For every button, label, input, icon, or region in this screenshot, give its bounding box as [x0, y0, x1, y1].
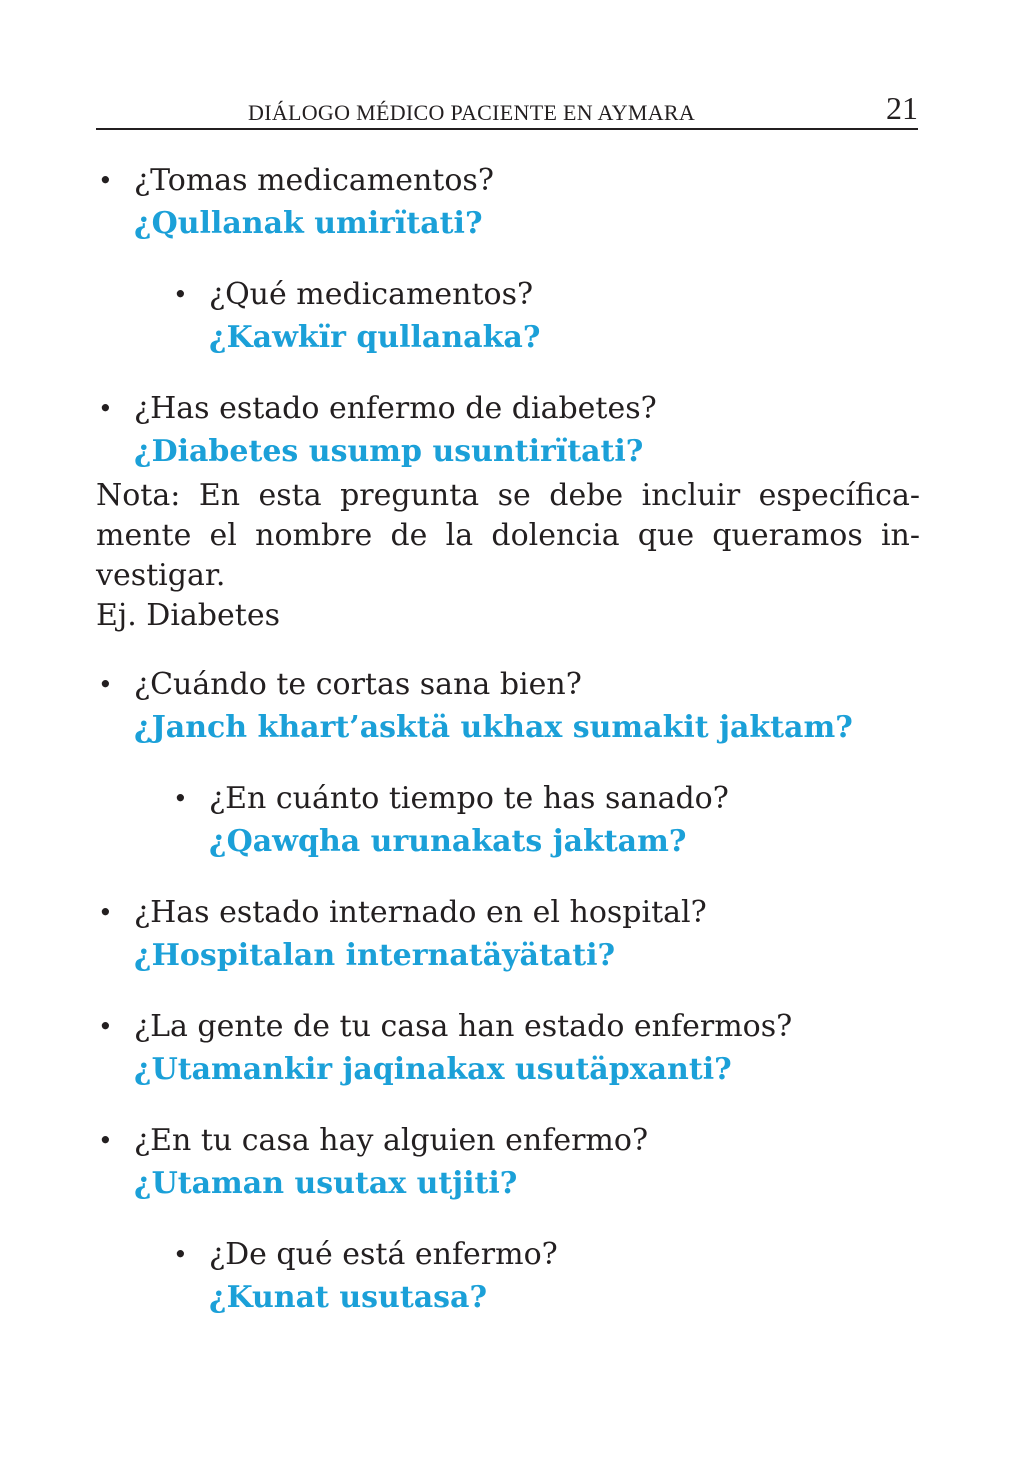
question-aymara: ¿Qawqha urunakats jaktam? [209, 824, 687, 859]
sub-question-item [96, 274, 920, 360]
bullet-icon: • [98, 1126, 113, 1155]
question-item [96, 892, 920, 978]
question-aymara: ¿Kunat usutasa? [209, 1280, 488, 1315]
question-item [96, 664, 920, 750]
bullet-icon: • [173, 784, 188, 813]
question-spanish: ¿Qué medicamentos? [209, 277, 534, 312]
question-item [96, 1006, 920, 1092]
question-item [96, 160, 920, 246]
bullet-icon: • [98, 166, 113, 195]
bullet-icon: • [98, 670, 113, 699]
sub-question-item [96, 778, 920, 864]
note-block [96, 476, 920, 636]
question-spanish: ¿En tu casa hay alguien enfermo? [134, 1123, 649, 1158]
running-header [96, 88, 918, 130]
question-spanish: ¿En cuánto tiempo te has sanado? [209, 781, 729, 816]
question-spanish: ¿Cuándo te cortas sana bien? [134, 667, 582, 702]
question-aymara: ¿Diabetes usump usuntirïtati? [134, 434, 644, 469]
question-spanish: ¿De qué está enfermo? [209, 1237, 558, 1272]
note-text: Nota: En esta pregunta se debe incluir específica-mente el nombre de la dolencia que queramos in-vestigar. [96, 478, 920, 593]
question-spanish: ¿La gente de tu casa han estado enfermos? [134, 1009, 793, 1044]
question-aymara: ¿Utaman usutax utjiti? [134, 1166, 518, 1201]
bullet-icon: • [173, 280, 188, 309]
question-aymara: ¿Kawkïr qullanaka? [209, 320, 541, 355]
page-content [96, 160, 920, 1348]
question-aymara: ¿Janch khart’asktä ukhax sumakit jaktam? [134, 710, 853, 745]
question-item [96, 1120, 920, 1206]
page-number: 21 [886, 90, 918, 126]
sub-question-item [96, 1234, 920, 1320]
question-aymara: ¿Hospitalan internatäyätati? [134, 938, 616, 973]
question-aymara: ¿Utamankir jaqinakax usutäpxanti? [134, 1052, 732, 1087]
note-example: Ej. Diabetes [96, 598, 280, 633]
bullet-icon: • [98, 1012, 113, 1041]
bullet-icon: • [98, 394, 113, 423]
running-title: DIÁLOGO MÉDICO PACIENTE EN AYMARA [248, 100, 696, 125]
question-item [96, 388, 920, 474]
question-spanish: ¿Tomas medicamentos? [134, 163, 494, 198]
bullet-icon: • [98, 898, 113, 927]
bullet-icon: • [173, 1240, 188, 1269]
question-spanish: ¿Has estado internado en el hospital? [134, 895, 707, 930]
question-spanish: ¿Has estado enfermo de diabetes? [134, 391, 657, 426]
question-aymara: ¿Qullanak umirïtati? [134, 206, 483, 241]
